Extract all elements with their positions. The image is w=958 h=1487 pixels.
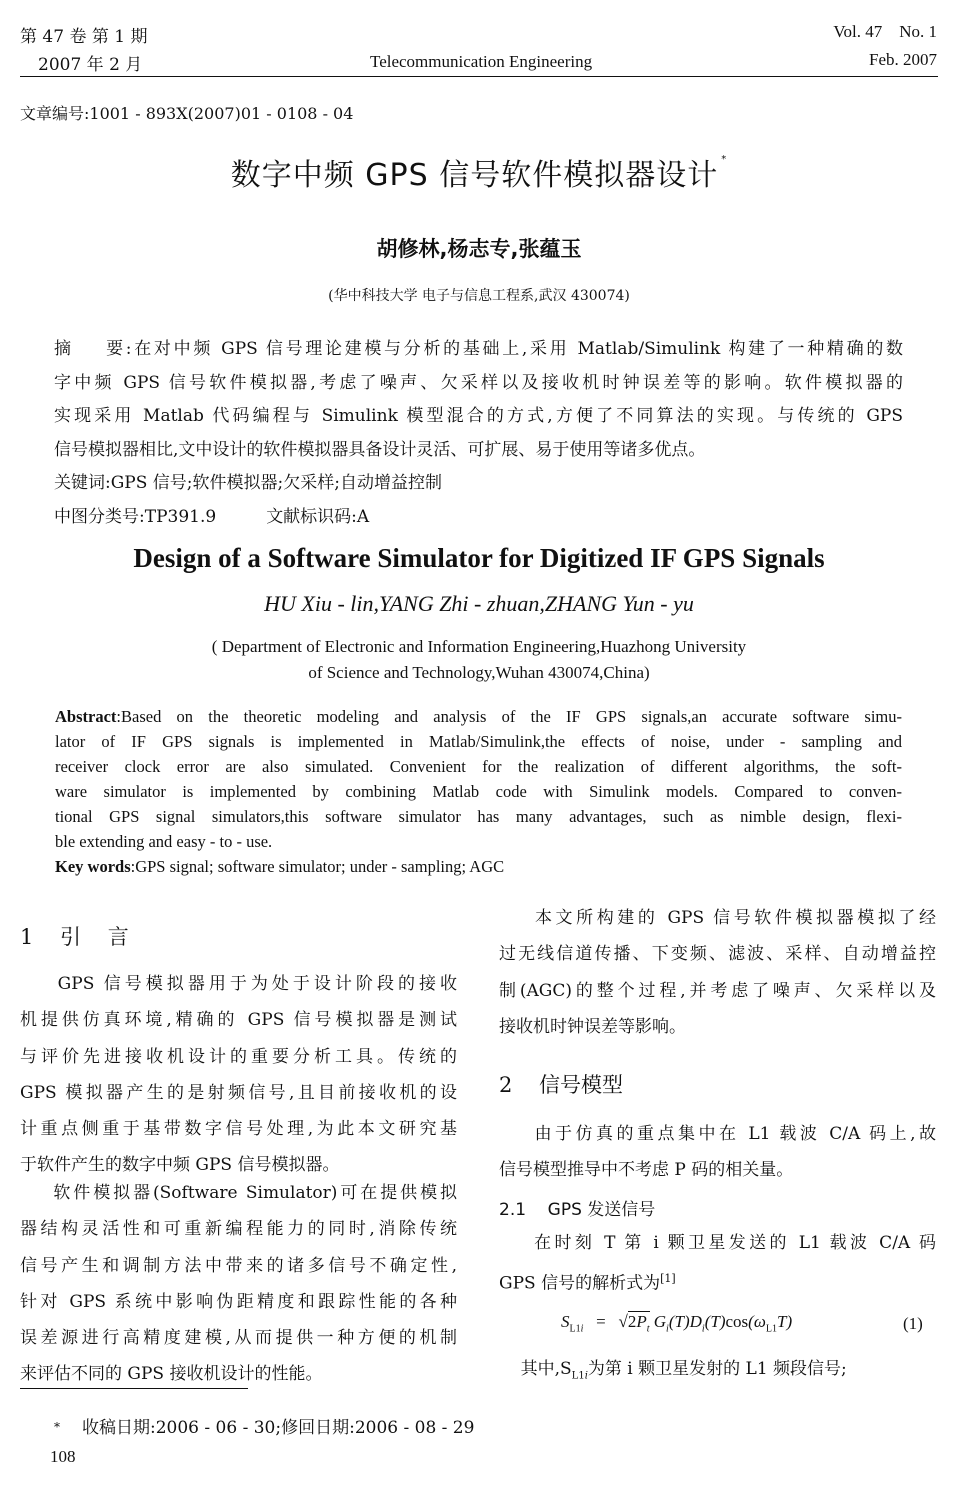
article-number: 文章编号:1001 - 893X(2007)01 - 0108 - 04	[20, 104, 354, 123]
english-affiliation-line-2: of Science and Technology,Wuhan 430074,China)	[308, 663, 650, 682]
abstract-cn-line-2: 字中频 GPS 信号软件模拟器,考虑了噪声、欠采样以及接收机时钟误差等的影响。软件模拟器的	[54, 372, 903, 393]
title-footnote-mark: *	[721, 154, 728, 165]
page-number: 108	[50, 1447, 76, 1466]
clc-number: 中图分类号:TP391.9	[54, 506, 217, 527]
section-1-heading: 1 引 言	[20, 925, 129, 949]
right-last-line: 其中$,S_{L1i}$为第 i 颗卫星发射的 L1 频段信号;	[499, 1359, 847, 1382]
abstract-en-line-6: ble extending and easy - to - use.	[55, 832, 273, 851]
english-title: Design of a Software Simulator for Digitized IF GPS Signals	[133, 543, 825, 573]
equation-symbol: S	[561, 1312, 570, 1331]
section-1-paragraph-1: GPS 信号模拟器用于为处于设计阶段的接收 机提供仿真环境,精确的 GPS 信号模拟器是测试 与评价先进接收机设计的重要分析工具。传统的 GPS 模拟器产生的是射频信号,且目前接收机的设 计重点侧重于基带数字信号处理,为此本文研究基 于软件产生的数字中频 GPS 信号模拟器。	[20, 974, 457, 1176]
journal-name: Telecommunication Engineering	[370, 52, 593, 71]
right-paragraph-1: 本文所构建的 GPS 信号软件模拟器模拟了经 过无线信道传播、下变频、滤波、采样、自动增益控 制(AGC)的整个过程,并考虑了噪声、欠采样以及 接收机时钟误差等影响。	[499, 908, 936, 1037]
keywords-cn: 关键词:GPS 信号;软件模拟器;欠采样;自动增益控制	[54, 473, 442, 493]
authors: 胡修林,杨志专,张蕴玉	[376, 237, 582, 261]
footnote-mark: *	[54, 1420, 60, 1434]
document-code: 文献标识码:A	[266, 506, 370, 527]
affiliation: (华中科技大学 电子与信息工程系,武汉 430074)	[328, 288, 630, 304]
english-authors: HU Xiu - lin,YANG Zhi - zhuan,ZHANG Yun - yu	[264, 591, 694, 616]
footnote-rule	[20, 1388, 248, 1389]
equation-1: $S_{L1i} = √2P_t$ $G_i(T)D_i(T)\cos(\omega_{L1}T)$	[561, 1312, 793, 1335]
abstract-cn-label: 摘 要:	[54, 339, 132, 359]
journal-volume: 第 47 卷 第 1 期	[20, 27, 148, 47]
abstract-en-line-4: ware simulator is implemented by combining Matlab code with Simulink models. Compared to conven-	[55, 782, 902, 801]
journal-date: 2007 年 2 月	[38, 55, 143, 75]
equation-number: (1)	[903, 1314, 923, 1333]
keywords-en: :GPS signal; software simulator; under - sampling; AGC	[130, 857, 505, 876]
abstract-cn-line-3: 实现采用 Matlab 代码编程与 Simulink 模型混合的方式,方便了不同算法的实现。与传统的 GPS	[54, 406, 903, 426]
abstract-cn	[54, 333, 903, 534]
header-rule	[20, 76, 938, 77]
right-paragraph-3: 在时刻 T 第 i 颗卫星发送的 L1 载波 C/A 码 GPS 信号的解析式为[1]	[499, 1233, 936, 1294]
abstract-en-line-3: receiver clock error are also simulated. Convenient for the realization of different algorithms, the soft-	[55, 757, 902, 776]
english-affiliation-line-1: ( Department of Electronic and Information Engineering,Huazhong University	[211, 637, 747, 656]
abstract-en	[55, 704, 902, 879]
paper-title: 数字中频 GPS 信号软件模拟器设计 *	[230, 154, 728, 193]
abstract-en-label: Abstract	[55, 707, 117, 726]
abstract-en-line-1: :Based on the theoretic modeling and analysis of the IF GPS signals,an accurate software simu-	[116, 707, 902, 726]
abstract-en-line-2: lator of IF GPS signals is implemented in Matlab/Simulink,the effects of noise, under - sampling and	[55, 732, 902, 751]
journal-date-en: Feb. 2007	[869, 50, 937, 69]
section-1-paragraph-2: 软件模拟器(Software Simulator)可在提供模拟 器结构灵活性和可重新编程能力的同时,消除传统 信号产生和调制方法中带来的诸多信号不确定性, 针对 GPS 系统中影响伪距精度和跟踪性能的各种 误差源进行高精度建模,从而提供一种方便的机制 来评估不同的 GPS 接收机设计的性能。	[20, 1183, 457, 1385]
abstract-en-line-5: tional GPS signal simulators,this software simulator has many advantages, such as nimble design, flexi-	[55, 807, 902, 826]
right-paragraph-2: 由于仿真的重点集中在 L1 载波 C/A 码上,故 信号模型推导中不考虑 P 码的相关量。	[499, 1124, 936, 1181]
section-2-heading: 2 信号模型	[499, 1073, 624, 1097]
abstract-cn-line-1: 在对中频 GPS 信号理论建模与分析的基础上,采用 Matlab/Simulink 构建了一种精确的数	[131, 339, 904, 359]
journal-volume-en: Vol. 47 No. 1	[833, 22, 937, 41]
abstract-cn-line-4: 信号模拟器相比,文中设计的软件模拟器具备设计灵活、可扩展、易于使用等诸多优点。	[54, 439, 706, 460]
subsection-2-1-heading: 2.1 GPS 发送信号	[499, 1200, 656, 1220]
keywords-en-label: Key words	[55, 857, 131, 876]
citation-ref: [1]	[660, 1272, 676, 1286]
footnote-text: 收稿日期:2006 - 06 - 30;修回日期:2006 - 08 - 29	[82, 1418, 475, 1438]
